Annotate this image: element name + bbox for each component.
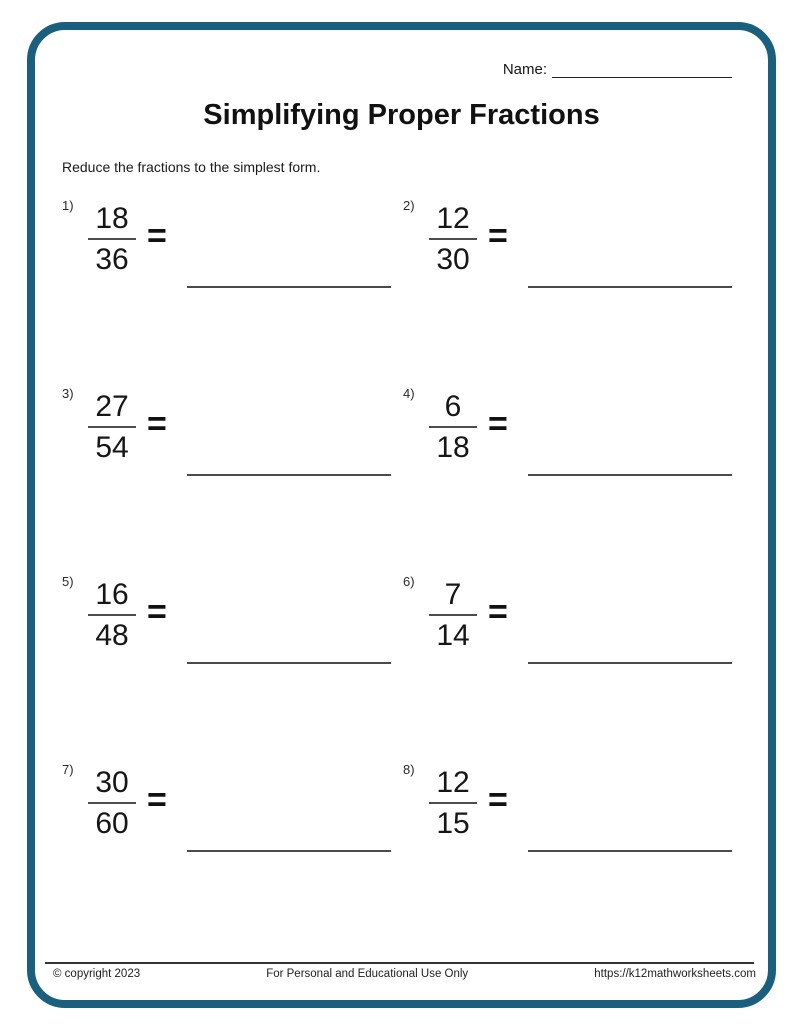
fraction — [88, 766, 136, 840]
problem-5 — [62, 572, 403, 760]
instructions-text: Reduce the fractions to the simplest form. — [62, 159, 321, 175]
fraction-numerator: 18 — [95, 202, 129, 235]
fraction-numerator: 12 — [436, 766, 470, 799]
answer-line — [187, 384, 391, 476]
fraction-denominator: 15 — [436, 807, 470, 840]
fraction-numerator: 6 — [444, 390, 462, 423]
fraction-denominator: 48 — [95, 619, 129, 652]
equals-sign: = — [147, 593, 167, 631]
answer-line — [187, 760, 391, 852]
fraction-numerator: 16 — [95, 578, 129, 611]
fraction-bar — [429, 614, 477, 616]
problem-number: 5) — [62, 574, 74, 589]
website-link[interactable]: https://k12mathworksheets.com — [594, 968, 756, 980]
fraction-bar — [429, 426, 477, 428]
answer-line — [187, 196, 391, 288]
worksheet-border-frame — [27, 22, 776, 1008]
answer-line — [528, 760, 732, 852]
fraction-bar — [88, 238, 136, 240]
page-title: Simplifying Proper Fractions — [203, 99, 600, 131]
fraction-bar — [88, 802, 136, 804]
problem-number: 7) — [62, 762, 74, 777]
problem-2 — [403, 196, 744, 384]
problem-3 — [62, 384, 403, 572]
fraction-numerator: 30 — [95, 766, 129, 799]
fraction-bar — [429, 238, 477, 240]
equals-sign: = — [488, 781, 508, 819]
fraction — [429, 766, 477, 840]
fraction-denominator: 54 — [95, 431, 129, 464]
problem-1 — [62, 196, 403, 384]
fraction-bar — [429, 802, 477, 804]
fraction — [429, 202, 477, 276]
fraction — [429, 390, 477, 464]
copyright-text: © copyright 2023 — [53, 968, 141, 980]
fraction-denominator: 60 — [95, 807, 129, 840]
answer-line — [528, 572, 732, 664]
problem-number: 1) — [62, 198, 74, 213]
problem-number: 3) — [62, 386, 74, 401]
fraction-numerator: 12 — [436, 202, 470, 235]
equals-sign: = — [488, 593, 508, 631]
fraction-denominator: 14 — [436, 619, 470, 652]
fraction-bar — [88, 426, 136, 428]
problem-7 — [62, 760, 403, 948]
problem-number: 8) — [403, 762, 415, 777]
problem-number: 2) — [403, 198, 415, 213]
name-row — [503, 61, 732, 78]
fraction — [88, 202, 136, 276]
answer-line — [187, 572, 391, 664]
fraction-numerator: 7 — [444, 578, 462, 611]
footer — [35, 968, 768, 980]
fraction — [88, 578, 136, 652]
equals-sign: = — [488, 405, 508, 443]
fraction-numerator: 27 — [95, 390, 129, 423]
equals-sign: = — [147, 405, 167, 443]
fraction — [88, 390, 136, 464]
fraction-denominator: 18 — [436, 431, 470, 464]
answer-line — [528, 384, 732, 476]
equals-sign: = — [147, 217, 167, 255]
usage-text: For Personal and Educational Use Only — [266, 968, 469, 980]
fraction-bar — [88, 614, 136, 616]
problems-grid — [62, 196, 744, 948]
problem-number: 6) — [403, 574, 415, 589]
equals-sign: = — [147, 781, 167, 819]
problem-4 — [403, 384, 744, 572]
problem-8 — [403, 760, 744, 948]
problem-number: 4) — [403, 386, 415, 401]
answer-line — [528, 196, 732, 288]
name-blank-line — [552, 63, 732, 78]
fraction-denominator: 30 — [436, 243, 470, 276]
problem-6 — [403, 572, 744, 760]
equals-sign: = — [488, 217, 508, 255]
fraction-denominator: 36 — [95, 243, 129, 276]
fraction — [429, 578, 477, 652]
name-label: Name: — [502, 61, 547, 78]
footer-divider — [45, 962, 754, 964]
